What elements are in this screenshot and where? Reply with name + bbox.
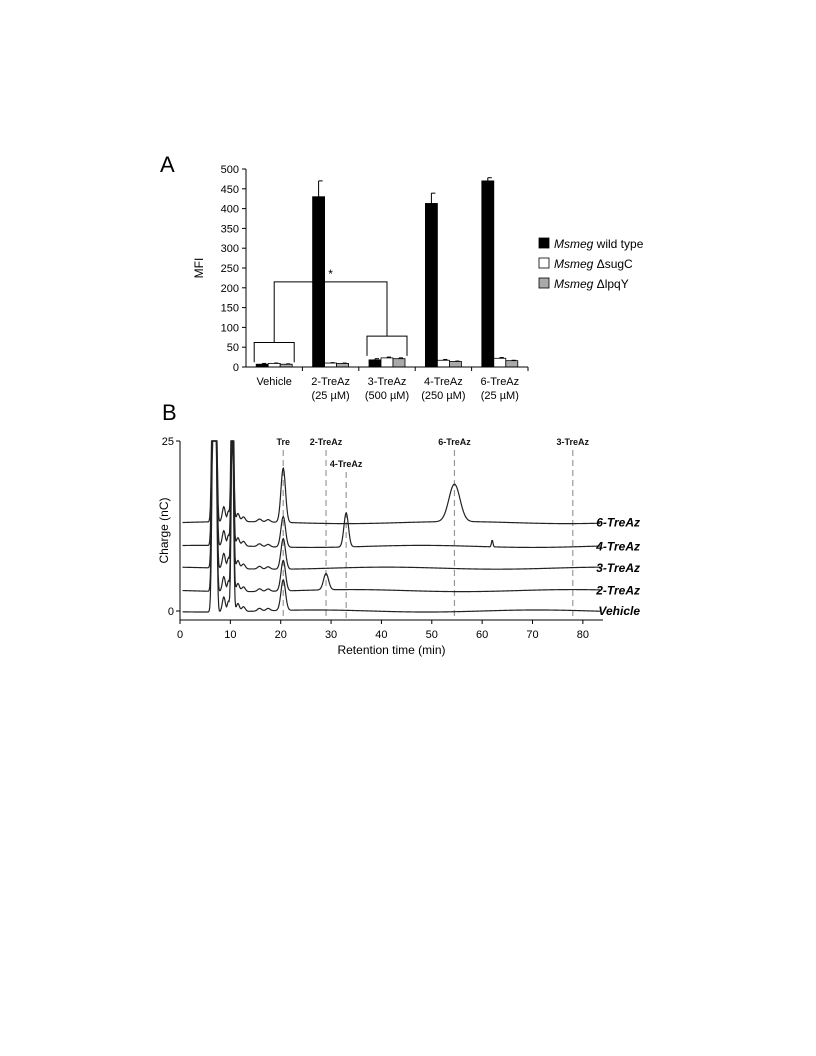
- y-tick-label: 350: [220, 223, 239, 236]
- bar: [449, 361, 461, 367]
- panel-a-significance-brackets: [254, 282, 407, 362]
- y-tick-label: 0: [232, 362, 239, 374]
- x-tick-label: 20: [274, 629, 287, 641]
- x-tick-label: Vehicle: [256, 376, 292, 388]
- chromatogram-trace: [183, 441, 601, 569]
- y-tick-label: 150: [220, 302, 239, 315]
- retention-marker-label: 4-TreAz: [329, 459, 363, 469]
- y-tick-label: 450: [220, 183, 239, 196]
- legend-entry: Msmeg ΔlpqY: [554, 277, 629, 291]
- legend-entry: Msmeg wild type: [554, 237, 644, 251]
- x-tick-label: 30: [324, 629, 338, 641]
- chromatogram-trace: [183, 441, 601, 547]
- bar: [268, 363, 280, 367]
- y-tick-label: 200: [220, 282, 239, 295]
- y-tick-label: 0: [167, 606, 174, 618]
- bracket-3-treaz: [367, 336, 407, 356]
- x-tick-sublabel: (500 µM): [364, 390, 410, 402]
- panel-b-label: B: [162, 400, 177, 425]
- trace-label: 4-TreAz: [596, 539, 640, 554]
- bar: [437, 360, 449, 367]
- panel-a-legend: [539, 237, 644, 291]
- trace-label: Vehicle: [598, 604, 640, 618]
- bracket-link: [274, 282, 387, 343]
- x-tick-label: 50: [425, 629, 438, 641]
- bar: [369, 360, 381, 367]
- y-tick-label: 300: [220, 243, 239, 256]
- panel-b-y-axis-title: Charge (nC): [157, 497, 171, 564]
- y-tick-label: 250: [220, 263, 239, 275]
- panel-a-label: A: [160, 152, 175, 177]
- bar: [425, 203, 437, 367]
- panel-b-traces: [183, 441, 641, 618]
- y-tick-label: 400: [220, 203, 239, 216]
- legend-swatch: [539, 278, 549, 288]
- chromatogram-trace: [183, 441, 601, 524]
- x-tick-label: 3-TreAz: [367, 376, 407, 388]
- x-tick-label: 0: [176, 629, 184, 641]
- bar: [506, 361, 518, 367]
- panel-a-bars: [256, 178, 518, 367]
- x-tick-label: 80: [576, 629, 589, 641]
- trace-label: 6-TreAz: [596, 515, 640, 530]
- significance-star: *: [328, 266, 333, 281]
- x-tick-label: 60: [476, 629, 489, 641]
- retention-marker-label: 2-TreAz: [309, 437, 343, 447]
- x-tick-label: 6-TreAz: [480, 376, 520, 388]
- y-tick-label: 50: [226, 342, 239, 355]
- legend-swatch: [539, 238, 549, 248]
- y-tick-label: 100: [220, 322, 239, 335]
- bar: [381, 358, 393, 367]
- chromatogram-trace: [183, 441, 601, 612]
- panel-a-y-axis-title: MFI: [192, 257, 206, 279]
- bar: [494, 358, 506, 367]
- x-tick-sublabel: (25 µM): [311, 390, 350, 402]
- retention-marker-label: 6-TreAz: [438, 437, 471, 447]
- bar: [337, 363, 349, 367]
- x-tick-sublabel: (250 µM): [421, 390, 466, 402]
- panel-b-chromatogram: [157, 400, 640, 657]
- panel-b-retention-markers: [276, 437, 589, 620]
- x-tick-label: 70: [526, 629, 539, 641]
- y-tick-label: 25: [161, 436, 174, 448]
- bar: [393, 359, 405, 367]
- x-tick-label: 10: [224, 629, 237, 641]
- trace-label: 2-TreAz: [596, 583, 640, 598]
- x-tick-label: 2-TreAz: [311, 376, 350, 388]
- legend-swatch: [539, 258, 549, 268]
- trace-label: 3-TreAz: [596, 561, 640, 576]
- panel-b-x-axis-title: Retention time (min): [337, 643, 446, 657]
- legend-entry: Msmeg ΔsugC: [554, 257, 633, 271]
- bar: [482, 181, 494, 367]
- bar: [325, 363, 337, 367]
- x-tick-sublabel: (25 µM): [480, 390, 519, 402]
- bracket-vehicle: [254, 342, 294, 362]
- x-tick-label: 40: [375, 629, 388, 641]
- retention-marker-label: Tre: [276, 437, 290, 447]
- x-tick-label: 4-TreAz: [424, 376, 463, 388]
- retention-marker-label: 3-TreAz: [556, 437, 590, 447]
- y-tick-label: 500: [220, 164, 239, 176]
- panel-a-bar-chart: [160, 152, 644, 402]
